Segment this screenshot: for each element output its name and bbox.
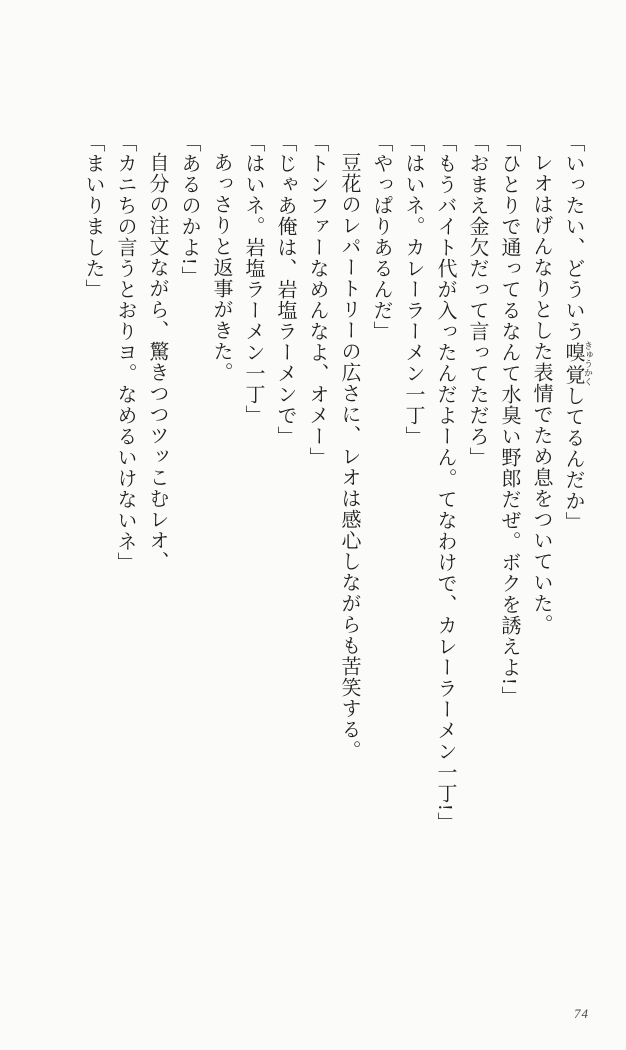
text-line: 「はいネ。カレーラーメン一丁」 xyxy=(402,132,424,447)
ruby-annotation xyxy=(562,341,593,387)
text-segment: してるんだか」 xyxy=(562,385,584,533)
vertical-text-block xyxy=(77,132,593,856)
text-line: 自分の注文ながら、驚きつつツッこむレオ、 xyxy=(146,152,168,572)
ruby-reading: きゅうかく xyxy=(583,341,593,387)
text-line: 豆花のレパートリーの広さに、レオは感心しながらも苦笑する。 xyxy=(338,152,360,761)
text-segment: 「いったい、どういう xyxy=(562,132,584,342)
text-line: 「カニちの言うとおりヨ。なめるいけないネ」 xyxy=(114,132,136,573)
ruby-base: 嗅覚 xyxy=(562,341,584,387)
text-line: 「もうバイト代が入ったんだよーん。てなわけで、カレーラーメン一丁!」 xyxy=(434,132,456,833)
text-line xyxy=(557,132,593,856)
text-line: 「はいネ。岩塩ラーメン一丁」 xyxy=(242,132,264,426)
text-line: 「おまえ金欠だって言ってただろ」 xyxy=(466,132,488,468)
text-line: 「じゃあ俺は、岩塩ラーメンで」 xyxy=(274,132,296,447)
text-line: 「あるのかよ!」 xyxy=(178,132,200,287)
text-line: 「まいりました」 xyxy=(82,132,104,300)
text-line: 「トンファーなめんなよ、オメー」 xyxy=(306,132,328,468)
text-line: 「やっぱりあるんだ」 xyxy=(370,132,392,342)
text-line: 「ひとりで通ってるなんて水臭い野郎だぜ。ボクを誘えよ!」 xyxy=(498,132,520,707)
text-line: あっさりと返事がきた。 xyxy=(210,152,232,383)
text-line: レオはげんなりとした表情でため息をついていた。 xyxy=(530,152,552,635)
page-number: 74 xyxy=(574,1006,589,1021)
